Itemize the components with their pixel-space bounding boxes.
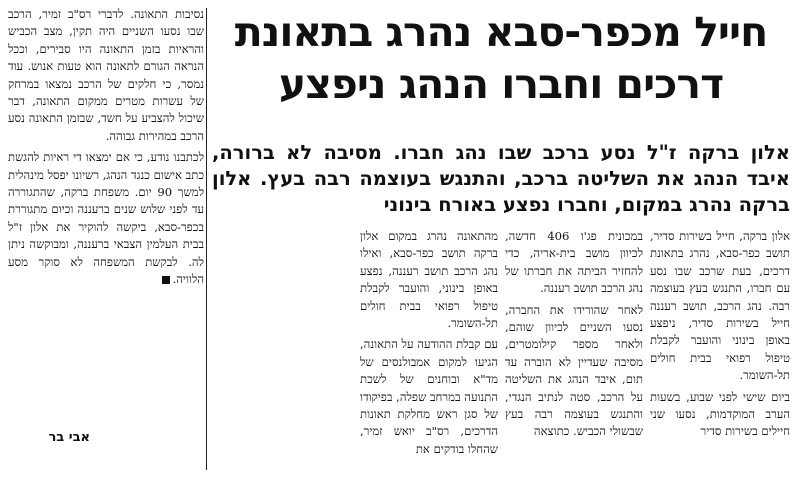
paragraph: נסיבות התאונה. לדברי רס"ב זמיר, הרכב שבו נסעו השניים היה תקין, מצב הכביש והראיות בזמן התאונה היו סבירים, וככל הנראה הגורם לתאונה הוא טעות אנוש. עוד נמסר, כי חלקים של הרכב נמצאו במרחק של עשרות מטרים ממקום התאונה, דבר שיכול להצביע על חשד, שבזמן התאונה נסע הרכב במהירות גבוהה. (8, 7, 204, 143)
headline-line-2: דרכים וחברו הנהג ניפצע (278, 60, 724, 108)
paragraph (8, 149, 204, 288)
end-mark-icon (162, 276, 170, 284)
article-column-2 (505, 228, 643, 472)
paragraph: מהתאונה נהרג במקום אלון ברקה תושב כפר-סבא, ואילו נהג הרכב תושב רעננה, נפצע באופן בינוני, והועבר לקבלת טיפול רפואי בבית חולים תל-השומר. (360, 229, 498, 331)
article-headline (212, 6, 790, 110)
headline-line-1: חייל מכפר-סבא נהרג בתאונת (234, 8, 768, 56)
paragraph: ביום שישי לפני שבוע, בשעות הערב המוקדמות, נסעו שני חיילים בשירות סדיר (650, 389, 790, 439)
article-column-3 (360, 228, 498, 472)
article-column-1 (650, 228, 790, 472)
article-subhead: אלון ברקה ז"ל נסע ברכב שבו נהג חברו. מסיבה לא ברורה, איבד הנהג את השליטה ברכב, והתנגש בעוצמה רבה בעץ. אלון ברקה נהרג במקום, וחברו נפצע באורח בינוני (212, 141, 790, 216)
article-byline: אבי בר (48, 430, 90, 445)
paragraph: עם קבלת ההודעה על התאונה, הגיעו למקום אמבולנסים של מד"א ובוחנים של לשכת התנועה במרחב שפלה, בפיקודו של סגן ראש מחלקת תאונות הדרכים, רס"ב יואש זמיר, שהחלו בודקים את (360, 337, 498, 456)
paragraph: לאחר שהורידו את החברה, נסעו השניים לכיוון שוהם, ולאחר מספר קילומטרים, מסיבה שעדיין לא הוברה עד תום, איבד הנהג את השליטה על הרכב, סטה לנתיב הנגדי, והתנגש בעוצמה רבה בעץ שבשולי הכביש. כתוצאה (505, 302, 643, 439)
paragraph-text: לכתבנו נודע, כי אם ימצאו די ראיות להגשת כתב אישום כנגד הנהג, רשיונו יפסל מינהלית למשך 90 יום. משפחת ברקה, שהתגוררה עד לפני שלוש שנים ברעננה וכיום מתגוררת בכפר-סבא, ביקשה להוקיר את אלון ז"ל בבית העלמין הצבאי ברעננה, ומבוקשה ניתן לה. לבקשת המשפחה לא סוקר מסע הלוויה. (8, 150, 204, 287)
paragraph: אלון ברקה, חייל בשירות סדיר, תושב כפר-סבא, נהרג בתאונת דרכים, בעת שרכב שבו נסע עם חברו, התנגש בעץ בעוצמה רבה. נהג הרכב, תושב רעננה חייל בשירות סדיר, ניפצע באופן בינוני והועבר לקבלת טיפול רפואי בבית חולים תל-השומר. (650, 229, 790, 383)
column-divider (206, 8, 207, 470)
paragraph: במכונית פג'ו 406 חדשה, לכיוון מושב בית-אריה, כדי להחזיר הביתה את חברתו של נהג הרכב תושב רעננה. (505, 229, 643, 296)
article-column-continued (8, 6, 204, 416)
